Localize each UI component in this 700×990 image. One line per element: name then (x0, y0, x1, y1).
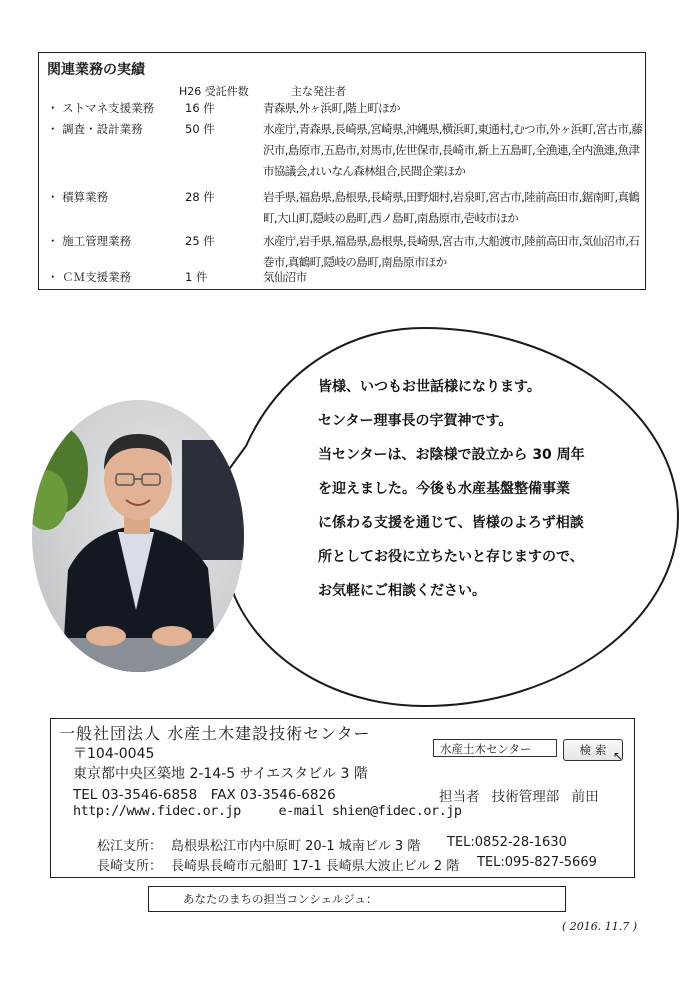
achievements-title: 関連業務の実績 (47, 62, 145, 78)
branch-address: 島根県松江市内中原町 20-1 城南ビル 3 階 (171, 839, 421, 854)
website-link[interactable]: http://www.fidec.or.jp (73, 803, 241, 819)
greeting-message (318, 370, 648, 608)
message-line: 当センターは、お陰様で設立から 30 周年 (318, 447, 585, 463)
row-count: 16 件 (185, 101, 215, 115)
row-category: ・ 調査・設計業務 (47, 122, 143, 136)
organization-name: 一般社団法人 水産土木建設技術センター (59, 724, 371, 743)
row-count: 50 件 (185, 122, 215, 136)
concierge-field: あなたのまちの担当コンシェルジュ： (148, 886, 566, 912)
row-category: ・ 積算業務 (47, 190, 109, 204)
branch-tel: TEL:0852-28-1630 (447, 835, 567, 850)
message-line: 所としてお役に立ちたいと存じますので、 (318, 549, 584, 565)
message-line: を迎えました。今後も水産基盤整備事業 (318, 481, 570, 497)
row-clients: 水産庁,青森県,長崎県,宮崎県,沖縄県,横浜町,東通村,むつ市,外ヶ浜町,宮古市,藤沢市,島原市,五島市,対馬市,佐世保市,長崎市,新上五島町,全漁連,全内漁連,魚津市協議会,れいなん森林組合,民間企業ほか (263, 122, 643, 178)
web-contacts (73, 803, 492, 819)
message-line: 皆様、いつもお世話様になります。 (318, 379, 541, 395)
phone-fax: TEL 03-3546-6858 FAX 03-3546-6826 (73, 787, 336, 803)
address: 東京都中央区築地 2-14-5 サイエスタビル 3 階 (73, 766, 368, 782)
row-clients: 岩手県,福島県,島根県,長崎県,田野畑村,岩泉町,宮古市,陸前高田市,鋸南町,真鶴町,大山町,隠岐の島町,西ノ島町,南島原市,壱岐市ほか (263, 190, 640, 225)
row-count: 28 件 (185, 190, 215, 204)
postal-code: 〒104-0045 (73, 746, 155, 762)
client-header: 主な発注者 (291, 85, 346, 98)
portrait-illustration (32, 400, 244, 672)
pointer-icon: ↖ (613, 749, 624, 763)
message-line: に係わる支援を通じて、皆様のよろず相談 (318, 515, 584, 531)
branch-name: 長崎支所： (97, 859, 163, 874)
branch-office (97, 855, 459, 874)
email-link[interactable]: e-mail shien@fidec.or.jp (278, 803, 462, 819)
message-line: お気軽にご相談ください。 (318, 583, 486, 599)
row-count: 25 件 (185, 234, 215, 248)
row-clients: 青森県,外ヶ浜町,階上町ほか (263, 101, 400, 115)
issue-date: ( 2016. 11.7 ) (562, 920, 638, 933)
branch-office (97, 835, 420, 854)
branch-tel: TEL:095-827-5669 (477, 855, 597, 870)
row-category: ・ ＣＭ支援業務 (47, 270, 132, 284)
row-category: ・ 施工管理業務 (47, 234, 132, 248)
search-button[interactable]: 検 索 (563, 739, 623, 761)
branch-address: 長崎県長崎市元船町 17-1 長崎県大波止ビル 2 階 (171, 859, 460, 874)
count-header: H26 受託件数 (179, 85, 249, 98)
row-clients: 水産庁,岩手県,福島県,島根県,長崎県,宮古市,大船渡市,陸前高田市,気仙沼市,石巻市,真鶴町,隠岐の島町,南島原市ほか (263, 234, 640, 269)
branch-name: 松江支所： (97, 839, 163, 854)
row-category: ・ ストマネ支援業務 (47, 101, 155, 115)
achievements-box (38, 52, 646, 290)
row-count: 1 件 (185, 270, 208, 284)
row-clients: 気仙沼市 (263, 270, 307, 284)
search-input[interactable]: 水産土木センター (433, 739, 557, 757)
contact-box (50, 718, 635, 878)
chairman-photo (32, 400, 244, 672)
message-line: センター理事長の宇賀神です。 (318, 413, 513, 429)
contact-person: 担当者 技術管理部 前田 (439, 789, 599, 805)
